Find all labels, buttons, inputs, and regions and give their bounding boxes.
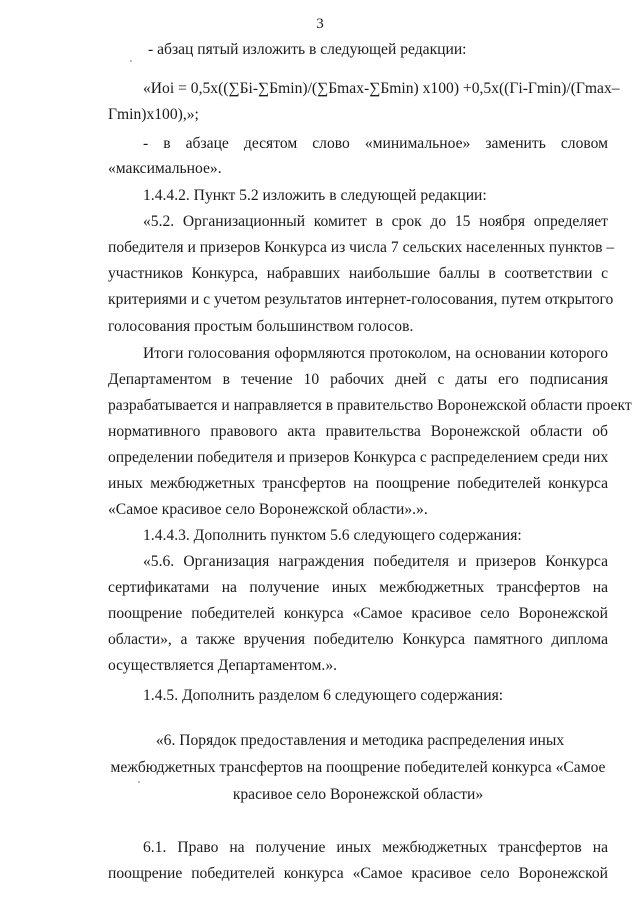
text-line: поощрение победителей конкурса «Самое красивое село Воронежской	[108, 865, 608, 882]
section-title: «6. Порядок предоставления и методика распределения иных	[155, 732, 565, 749]
scan-speck	[138, 781, 140, 783]
text-line: участников Конкурса, набравших наибольшие баллы в соответствии с	[108, 265, 608, 282]
text-line: голосования простым большинством голосов.	[108, 318, 414, 335]
text-line: критериями и с учетом результатов интернет-голосования, путем открытого	[108, 291, 614, 308]
text-line: поощрение победителей конкурса «Самое красивое село Воронежской	[108, 605, 608, 622]
text-line: победителя и призеров Конкурса из числа 7 сельских населенных пунктов –	[108, 239, 615, 256]
text-line: нормативного правового акта правительства Воронежской области об	[108, 423, 608, 440]
page-number: 3	[316, 16, 324, 32]
text-line: «максимальное».	[108, 160, 222, 177]
text-line: «Самое красивое село Воронежской области».».	[108, 501, 428, 518]
text-line: - абзац пятый изложить в следующей редакции:	[148, 41, 467, 58]
clause-heading: 1.4.4.3. Дополнить пунктом 5.6 следующего содержания:	[143, 527, 522, 544]
clause-heading: 1.4.5. Дополнить разделом 6 следующего содержания:	[143, 687, 504, 704]
scan-speck	[130, 60, 132, 62]
text-line: сертификатами на получение иных межбюджетных трансфертов на	[108, 579, 608, 596]
text-line: Департаментом в течение 10 рабочих дней с даты его подписания	[108, 371, 608, 388]
formula-line: «Иoi = 0,5х((∑Бi-∑Бmin)/(∑Бmax-∑Бmin) х100) +0,5х((Гi-Гmin)/(Гmax–	[143, 80, 620, 97]
clause-heading: 1.4.4.2. Пункт 5.2 изложить в следующей редакции:	[143, 187, 487, 204]
text-line: «5.6. Организация награждения победителя и призеров Конкурса	[143, 553, 608, 570]
text-line: - в абзаце десятом слово «минимальное» заменить словом	[143, 135, 608, 152]
text-line: «5.2. Организационный комитет в срок до 15 ноября определяет	[143, 213, 608, 230]
formula-line: Гmin)х100),»;	[108, 106, 199, 123]
text-line: осуществляется Департаментом.».	[108, 657, 338, 674]
text-line: 6.1. Право на получение иных межбюджетных трансфертов на	[143, 839, 608, 856]
section-title: межбюджетных трансфертов на поощрение победителей конкурса «Самое	[110, 759, 606, 776]
text-line: определении победителя и призеров Конкурса с распределением среди них	[108, 449, 609, 466]
text-line: Итоги голосования оформляются протоколом, на основании которого	[143, 345, 608, 362]
text-line: области», а также вручения победителю Конкурса памятного диплома	[108, 631, 608, 648]
text-line: разрабатывается и направляется в правительство Воронежской области проект	[108, 397, 632, 414]
section-title: красивое село Воронежской области»	[232, 786, 484, 803]
text-line: иных межбюджетных трансфертов на поощрение победителей конкурса	[108, 475, 608, 492]
